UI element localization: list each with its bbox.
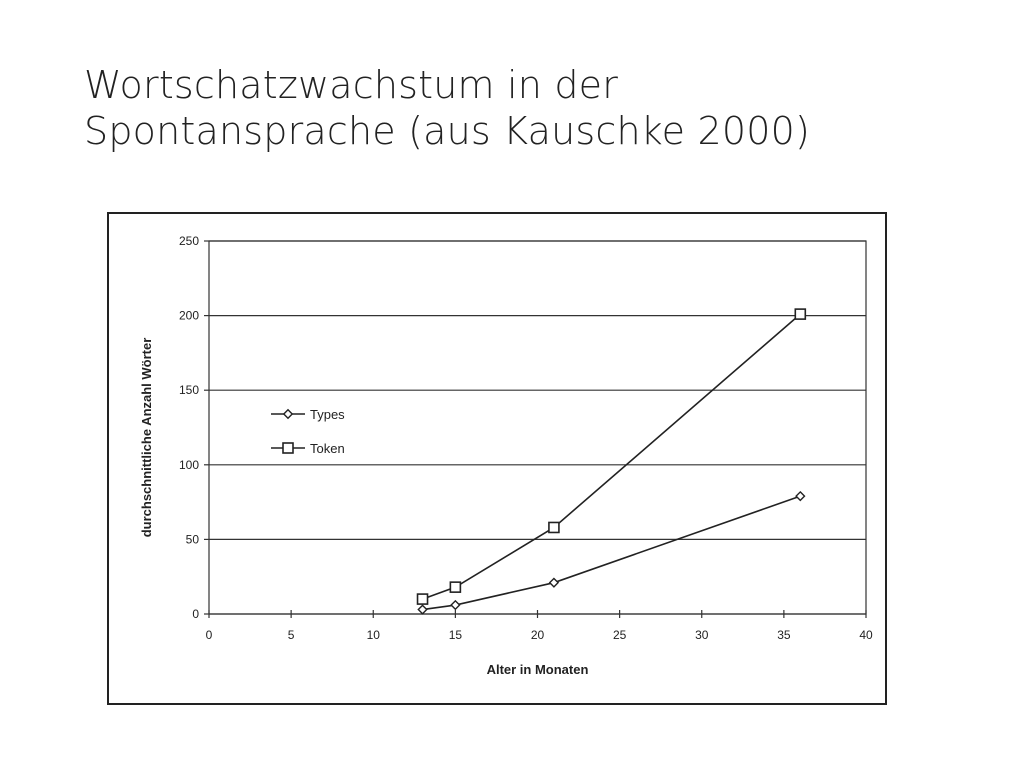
legend-item-token bbox=[271, 441, 345, 456]
series-types-point bbox=[418, 605, 426, 613]
series-types bbox=[418, 492, 804, 614]
legend-types-marker bbox=[284, 410, 292, 418]
y-tick-label: 100 bbox=[178, 457, 199, 472]
page-title bbox=[84, 62, 810, 154]
x-tick-label: 15 bbox=[448, 628, 463, 642]
chart-frame bbox=[107, 212, 887, 705]
x-tick-label: 5 bbox=[287, 628, 295, 642]
series-types-point bbox=[550, 578, 558, 586]
x-tick-label: 30 bbox=[695, 628, 709, 642]
legend bbox=[271, 407, 345, 456]
series-token-point bbox=[795, 309, 805, 319]
series-token-line bbox=[423, 314, 801, 599]
y-tick-label: 250 bbox=[178, 234, 199, 248]
y-axis-title: durchschnittliche Anzahl Wörter bbox=[139, 337, 154, 538]
series-token-point bbox=[450, 582, 460, 592]
x-axis-title: Alter in Monaten bbox=[486, 662, 589, 677]
series-token-point bbox=[418, 594, 428, 604]
grid-layer bbox=[209, 241, 866, 614]
legend-types-label: Types bbox=[310, 407, 345, 422]
series-types-point bbox=[451, 601, 459, 609]
y-tick-label: 50 bbox=[185, 532, 199, 547]
legend-token-label: Token bbox=[310, 441, 345, 456]
line-chart bbox=[109, 214, 885, 703]
y-tick-label: 150 bbox=[178, 383, 199, 398]
x-tick-label: 20 bbox=[530, 628, 545, 642]
x-tick-label: 25 bbox=[612, 628, 627, 642]
legend-item-types bbox=[271, 407, 345, 422]
x-tick-label: 0 bbox=[205, 628, 213, 642]
plot-area bbox=[209, 241, 866, 614]
title-line-2: Spontansprache (aus Kauschke 2000) bbox=[84, 109, 811, 153]
y-tick-label: 200 bbox=[178, 308, 199, 323]
series-layer bbox=[418, 309, 806, 614]
series-token-point bbox=[549, 522, 559, 532]
axis-layer bbox=[179, 234, 873, 642]
title-line-1: Wortschatzwachstum in der bbox=[84, 63, 619, 107]
x-tick-label: 40 bbox=[859, 628, 873, 642]
series-token bbox=[418, 309, 806, 604]
y-tick-label: 0 bbox=[192, 607, 199, 621]
x-tick-label: 10 bbox=[366, 628, 380, 642]
legend-token-marker bbox=[283, 443, 293, 453]
x-tick-label: 35 bbox=[777, 628, 791, 642]
series-types-point bbox=[796, 492, 804, 500]
series-types-line bbox=[423, 496, 801, 609]
